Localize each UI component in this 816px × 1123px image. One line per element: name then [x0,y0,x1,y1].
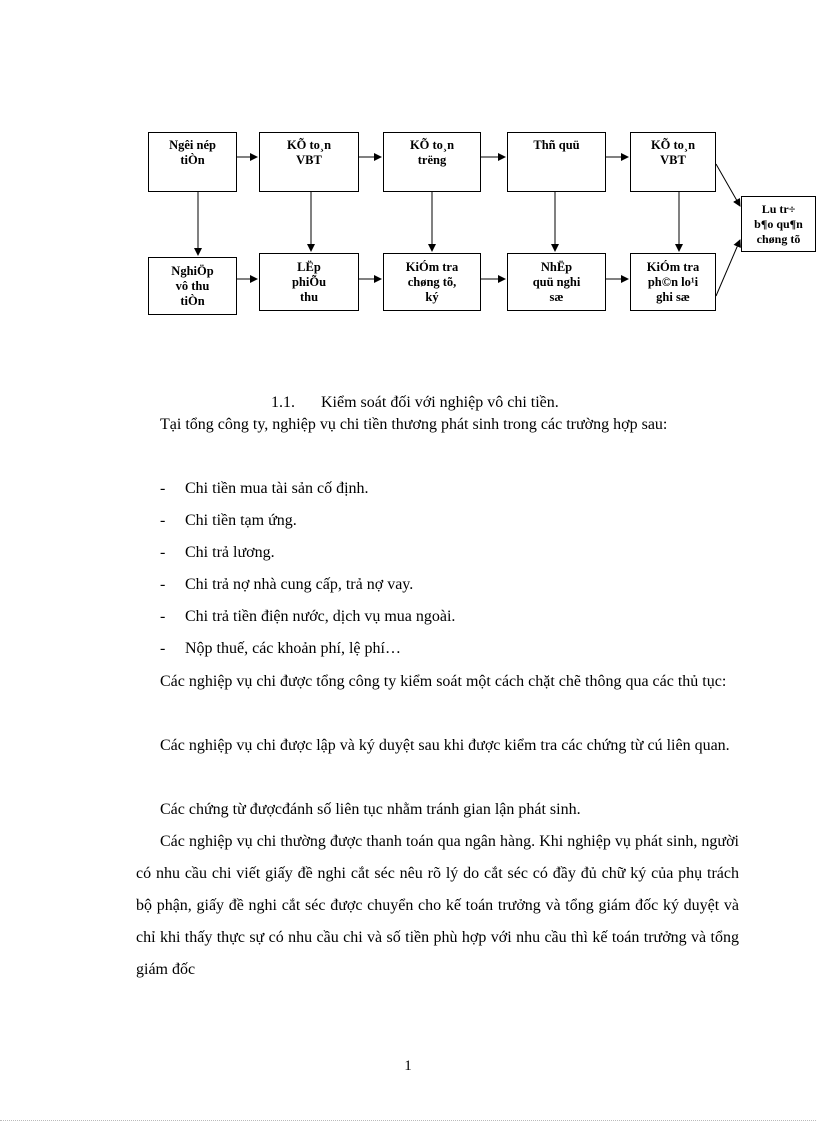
flow-box-line: chøng tõ [756,231,801,246]
page-number: 1 [404,1058,412,1074]
flow-box-line: tiÒn [180,153,205,167]
flow-box-line: NhËp [540,259,573,274]
flow-box-line: ph©n lo¹i [647,274,699,289]
flow-box-line: trëng [417,153,447,167]
flow-box-line: quü nghi [532,274,581,289]
flow-box-line: KÕ to¸n [650,138,696,152]
flow-box-archive [741,196,816,252]
list-item [160,480,369,498]
flow-box-line: b¶o qu¶n [754,216,803,231]
list-item [160,512,297,530]
flow-box-line: KÕ to¸n [409,138,455,152]
bullet-marker: - [160,512,166,529]
flow-box-line: VBT [296,153,322,167]
list-item-text: Chi tiền tạm ứng. [185,512,297,529]
list-item [160,640,401,658]
bullet-marker: - [160,544,166,561]
flow-box-cash-entry [507,253,606,311]
flow-box-payer [148,132,237,192]
flow-box-cashier [507,132,606,192]
body-paragraph: Các nghiệp vụ chi được tổng công ty kiểm soát một cách chặt chẽ thông qua các thủ tục: [160,673,727,690]
list-item-text: Chi trả lương. [185,544,275,561]
body-paragraph: Các nghiệp vụ chi thường được thanh toán qua ngân hàng. Khi nghiệp vụ phát sinh, người có nhu cầu chi viết giấy đề nghi cắt séc nêu rõ lý do cắt séc có đầy đủ chữ ký của phụ trách bộ phận, giấy đề nghi cắt séc được chuyển cho kế toán trưởng và tổng giám đốc ký duyệt và chỉ khi thấy thực sự có nhu cầu chi và số tiền phù hợp với nhu cầu thì kế toán trưởng và tổng giám đốc [136,833,739,978]
bullet-marker: - [160,576,166,593]
list-item-text: Chi tiền mua tài sản cố định. [185,480,369,497]
body-paragraph: Các chứng từ đượcđánh số liên tục nhằm tránh gian lận phát sinh. [160,801,581,818]
flow-box-line: phiÕu [291,274,327,289]
flow-box-line: ký [425,289,439,304]
section-title: Kiểm soát đối với nghiệp vô chi tiền. [321,394,559,411]
flow-box-line: KiÓm tra [646,259,700,274]
flow-box-line: Thñ quü [533,138,580,152]
flow-box-receipt-operation [148,257,237,315]
flow-box-line: chøng tõ, [407,274,457,289]
list-item [160,544,275,562]
page-bottom-divider [0,1120,816,1121]
intro-paragraph: Tại tổng công ty, nghiệp vụ chi tiền thương phát sinh trong các trường hợp sau: [160,416,668,433]
flow-box-line: tiÒn [180,293,205,308]
flow-box-check-sign [383,253,481,311]
flow-box-line: thu [299,289,319,304]
flow-box-line: KiÓm tra [405,259,459,274]
flow-box-line: Ngêi nép [169,138,216,152]
flow-box-line: VBT [660,153,686,167]
list-item [160,608,455,626]
bullet-marker: - [160,480,166,497]
list-item-text: Nộp thuế, các khoản phí, lệ phí… [185,640,401,657]
list-item-text: Chi trả nợ nhà cung cấp, trả nợ vay. [185,576,414,593]
flow-box-line: Lu tr÷ [761,201,796,216]
flow-box-line: sæ [549,289,564,304]
body-paragraph: Các nghiệp vụ chi được lập và ký duyệt sau khi được kiểm tra các chứng từ cú liên quan. [160,737,730,754]
flow-box-line: vô thu [175,278,210,293]
flow-box-accountant-2 [630,132,716,192]
flow-box-line: ghi sæ [656,289,690,304]
flow-box-classify-record [630,253,716,311]
flow-box-line: NghiÖp [171,263,214,278]
section-number: 1.1. [271,394,295,411]
flow-box-chief-accountant [383,132,481,192]
list-item-text: Chi trả tiền điện nước, dịch vụ mua ngoài. [185,608,456,625]
arrow-diag-top [716,164,740,206]
list-item [160,576,413,594]
flow-box-line: KÕ to¸n [286,138,332,152]
bullet-marker: - [160,608,166,625]
flow-box-create-receipt [259,253,359,311]
flow-box-line: LËp [297,259,321,274]
bullet-marker: - [160,640,166,657]
arrow-diag-bottom [716,240,740,296]
flow-box-accountant-1 [259,132,359,192]
